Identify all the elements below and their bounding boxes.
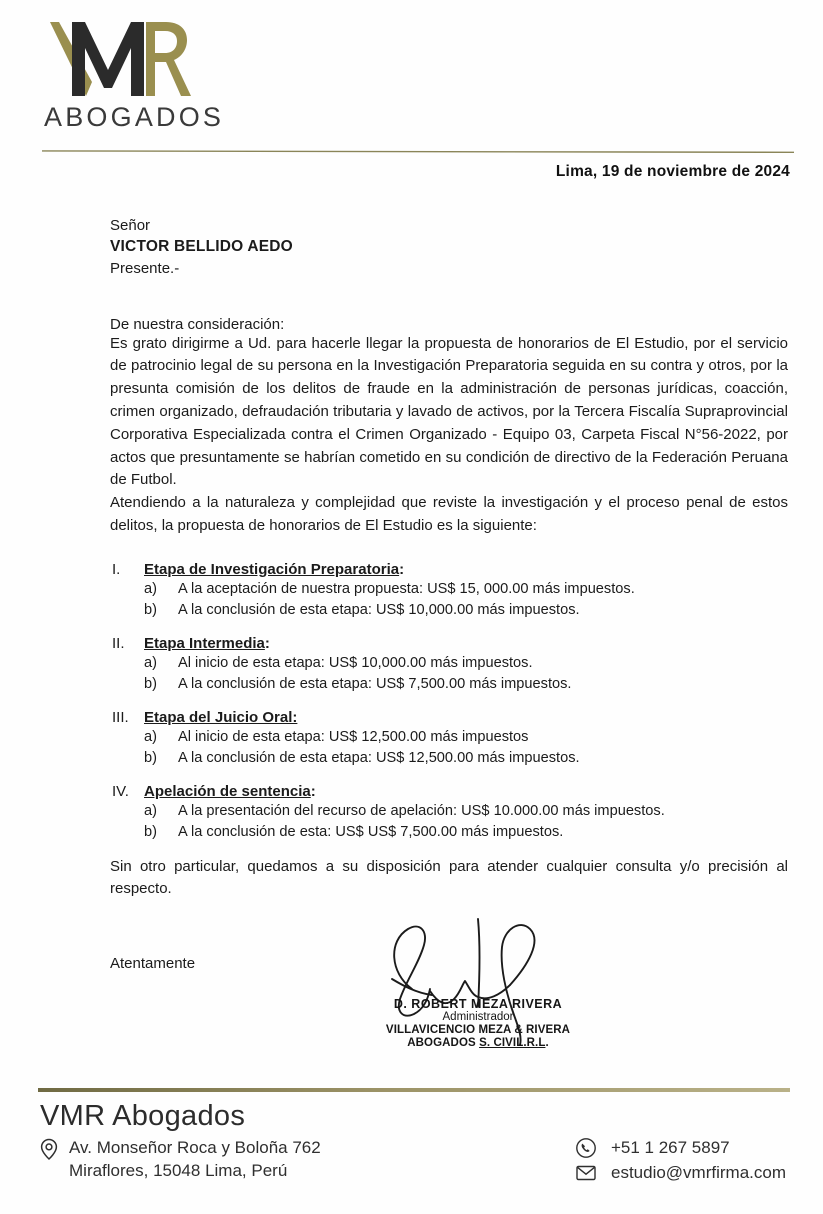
stage-numeral: I. xyxy=(112,560,121,578)
stage-subitem xyxy=(110,579,788,600)
subitem-text: A la conclusión de esta etapa: US$ 10,000.00 más impuestos. xyxy=(178,601,580,618)
stage-item xyxy=(110,634,788,695)
stamp-name: D. ROBERT MEZA RIVERA xyxy=(393,997,563,1011)
addressee-present: Presente.- xyxy=(110,260,180,278)
subitem-marker: a) xyxy=(144,655,157,672)
subitem-marker: b) xyxy=(144,601,157,618)
stamp-role: Administrador xyxy=(442,1011,514,1023)
subitem-text: A la conclusión de esta etapa: US$ 12,500.00 más impuestos. xyxy=(178,749,580,766)
stage-subitem xyxy=(110,600,788,621)
footer-contact xyxy=(575,1137,786,1187)
subitem-marker: a) xyxy=(144,803,157,820)
stage-title: Etapa de Investigación Preparatoria xyxy=(144,560,400,578)
stage-subitem xyxy=(110,801,788,822)
paragraph-intro: Es grato dirigirme a Ud. para hacerle llegar la propuesta de honorarios de El Estudio, por el servicio de patrocinio legal de su persona en la Investigación Preparatoria seguida en su contra y otros, por la presunta comisión de los delitos de fraude en la administración de personas jurídicas, coacción, crimen organizado, defraudación tributaria y lavado de activos, por la Tercera Fiscalía Supraprovincial Corporativa Especializada contra el Crimen Organizado - Equipo 03, Carpeta Fiscal N°56-2022, por actos que presuntamente se habrían cometido en su condición de directivo de la Federación Peruana de Futbol. xyxy=(110,334,788,489)
stamp-firm-line2: ABOGADOS S. CIVIL.R.L. xyxy=(407,1036,549,1049)
header-divider xyxy=(42,150,794,153)
stamp-firm-suffix: S. CIVIL.R.L xyxy=(479,1036,546,1049)
paragraph-scope: Atendiendo a la naturaleza y complejidad que reviste la investigación y el proceso penal de estos delitos, la propuesta de honorarios de El Estudio es la siguiente: xyxy=(110,494,788,534)
location-pin-icon xyxy=(38,1137,60,1161)
phone-number: +51 1 267 5897 xyxy=(610,1138,730,1157)
stage-item xyxy=(110,708,788,769)
subitem-text: A la conclusión de esta: US$ US$ 7,500.00 más impuestos. xyxy=(178,823,564,840)
stage-title: Etapa Intermedia xyxy=(144,634,265,652)
vmr-monogram-icon xyxy=(42,18,192,100)
footer xyxy=(38,1100,798,1210)
fee-stages-list xyxy=(110,560,788,843)
subitem-marker: b) xyxy=(144,823,157,840)
subitem-marker: b) xyxy=(144,749,157,766)
stage-numeral: II. xyxy=(112,634,125,652)
subitem-text: A la conclusión de esta etapa: US$ 7,500.00 más impuestos. xyxy=(178,675,572,692)
stage-numeral: III. xyxy=(112,708,129,726)
stage-subitem xyxy=(110,748,788,769)
footer-divider xyxy=(38,1088,790,1092)
signature-block xyxy=(370,915,610,1050)
paragraph-closing: Sin otro particular, quedamos a su disposición para atender cualquier consulta y/o precisión al respecto. xyxy=(110,857,788,898)
greeting-line: De nuestra consideración: xyxy=(110,315,285,333)
subitem-text: Al inicio de esta etapa: US$ 12,500.00 más impuestos xyxy=(178,729,529,746)
stage-numeral: IV. xyxy=(112,782,129,800)
subitem-text: A la aceptación de nuestra propuesta: US$ 15, 000.00 más impuestos. xyxy=(178,581,635,598)
signature-stamp xyxy=(378,997,578,1050)
footer-address xyxy=(38,1137,321,1187)
addressee-name: VICTOR BELLIDO AEDO xyxy=(110,238,293,256)
firm-logo xyxy=(42,18,302,133)
stage-title-colon: : xyxy=(310,782,316,800)
email-address: estudio@vmrfirma.com xyxy=(610,1163,786,1182)
stage-subitem xyxy=(110,653,788,674)
email-row[interactable] xyxy=(575,1163,786,1183)
address-line-2: Miraflores, 15048 Lima, Perú xyxy=(69,1160,288,1180)
logo-wordmark: ABOGADOS xyxy=(44,102,225,132)
phone-icon xyxy=(575,1137,597,1159)
stage-subitem xyxy=(110,674,788,695)
stage-title-colon: : xyxy=(264,634,270,652)
signoff-text: Atentamente xyxy=(110,955,196,972)
phone-row[interactable] xyxy=(575,1137,786,1159)
stage-subitem xyxy=(110,822,788,843)
stage-item xyxy=(110,560,788,621)
stamp-firm-prefix: ABOGADOS xyxy=(407,1036,480,1049)
addressee-salutation: Señor xyxy=(110,217,151,234)
subitem-text: Al inicio de esta etapa: US$ 10,000.00 más impuestos. xyxy=(178,655,533,672)
subitem-marker: a) xyxy=(144,729,157,746)
subitem-marker: a) xyxy=(144,581,157,598)
stage-title: Etapa del Juicio Oral: xyxy=(144,708,298,726)
stage-title: Apelación de sentencia xyxy=(144,782,311,800)
footer-firm-name: VMR Abogados xyxy=(40,1100,246,1132)
letter-body xyxy=(110,215,788,901)
stage-subitem xyxy=(110,727,788,748)
envelope-icon xyxy=(575,1164,597,1182)
addressee-block xyxy=(110,215,788,280)
date-line: Lima, 19 de noviembre de 2024 xyxy=(555,163,790,180)
stage-title-colon: : xyxy=(399,560,405,578)
stage-item xyxy=(110,782,788,843)
address-line-1: Av. Monseñor Roca y Boloña 762 xyxy=(69,1138,321,1157)
subitem-marker: b) xyxy=(144,675,157,692)
stamp-firm-line1: VILLAVICENCIO MEZA & RIVERA xyxy=(385,1023,571,1036)
subitem-text: A la presentación del recurso de apelación: US$ 10.000.00 más impuestos. xyxy=(178,803,665,820)
